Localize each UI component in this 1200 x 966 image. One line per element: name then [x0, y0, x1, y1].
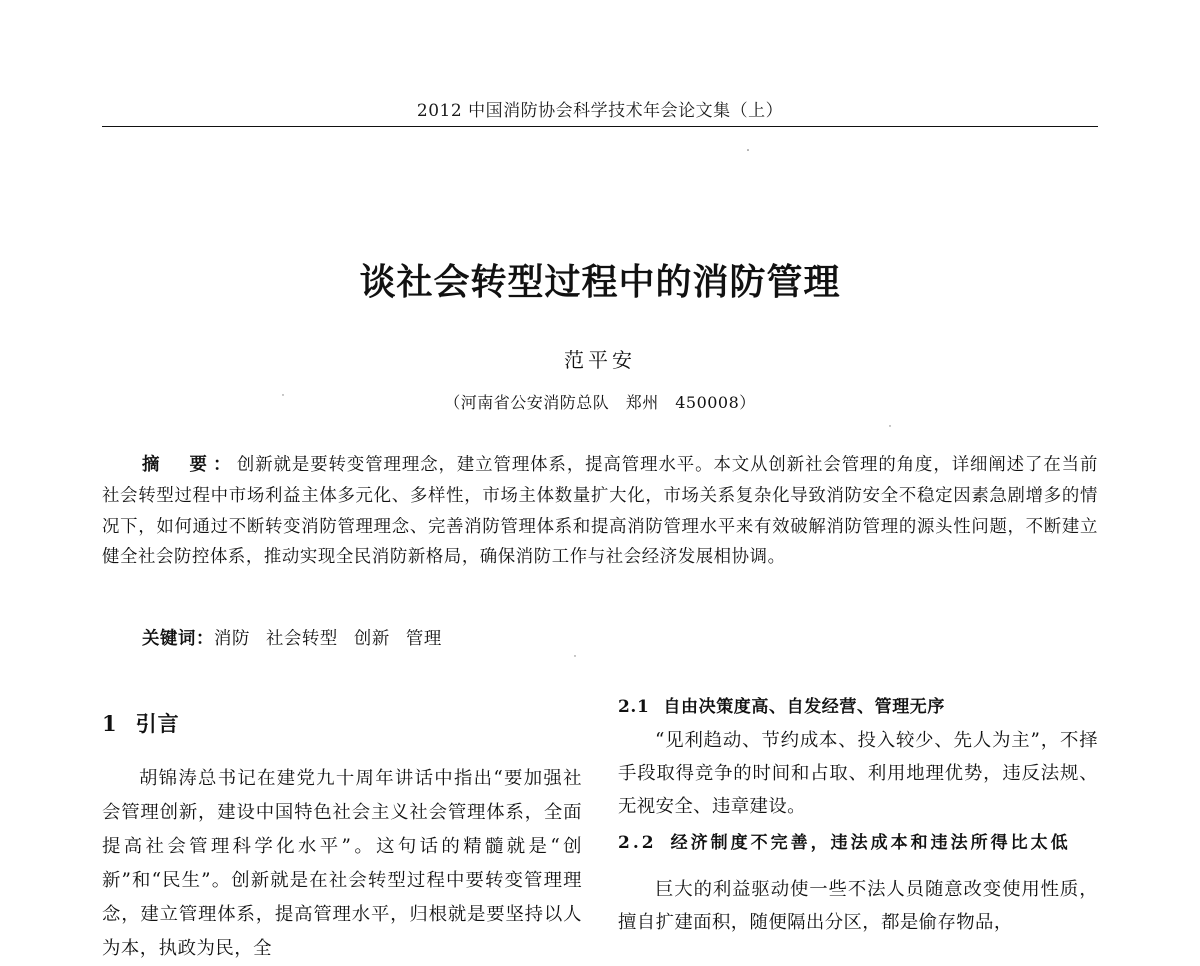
- subsection-title: 经济制度不完善，违法成本和违法所得比太低: [670, 833, 1071, 853]
- section-number: 1: [102, 711, 118, 736]
- subsection-number: 2.1: [618, 697, 650, 717]
- subsection-title: 自由决策度高、自发经营、管理无序: [663, 697, 945, 717]
- speck: [574, 655, 575, 656]
- speck: [747, 149, 749, 151]
- subsection-number: 2.2: [618, 833, 657, 853]
- abstract-label: 摘 要：: [142, 455, 237, 475]
- keyword: 社会转型: [265, 629, 338, 649]
- section-title: 引言: [135, 711, 180, 736]
- author-name: 范平安: [564, 348, 636, 372]
- keyword: 创新: [353, 629, 390, 649]
- paper-title: 谈社会转型过程中的消防管理: [359, 261, 841, 303]
- running-header: 2012 中国消防协会科学技术年会论文集（上）: [416, 101, 784, 121]
- subsection-2-2-paragraph: 巨大的利益驱动使一些不法人员随意改变使用性质，擅自扩建面积，随便隔出分区，都是偷存物品，: [618, 879, 1098, 933]
- keywords-label: 关键词：: [142, 629, 214, 649]
- speck: [282, 394, 283, 395]
- keyword: 消防: [213, 629, 250, 649]
- subsection-2-1-paragraph: “见利趋动、节约成本、投入较少、先人为主”，不择手段取得竞争的时间和占取、利用地理优势，违反法规、无视安全、违章建设。: [618, 730, 1098, 817]
- keyword: 管理: [405, 629, 442, 649]
- author-affiliation: （河南省公安消防总队 郑州 450008）: [444, 393, 756, 412]
- speck: [889, 425, 890, 426]
- section-1-paragraph: 胡锦涛总书记在建党九十周年讲话中指出“要加强社会管理创新，建设中国特色社会主义社会管理体系，全面提高社会管理科学化水平”。这句话的精髓就是“创新”和“民生”。创新就是在社会转型过程中要转变管理理念，建立管理体系，提高管理水平，归根就是要坚持以人为本，执政为民，全: [102, 768, 582, 959]
- abstract-text: 创新就是要转变管理理念，建立管理体系，提高管理水平。本文从创新社会管理的角度，详细阐述了在当前社会转型过程中市场利益主体多元化、多样性，市场主体数量扩大化，市场关系复杂化导致消防安全不稳定因素急剧增多的情况下，如何通过不断转变消防管理理念、完善消防管理体系和提高消防管理水平来有效破解消防管理的源头性问题，不断建立健全社会防控体系，推动实现全民消防新格局，确保消防工作与社会经济发展相协调。: [102, 455, 1098, 568]
